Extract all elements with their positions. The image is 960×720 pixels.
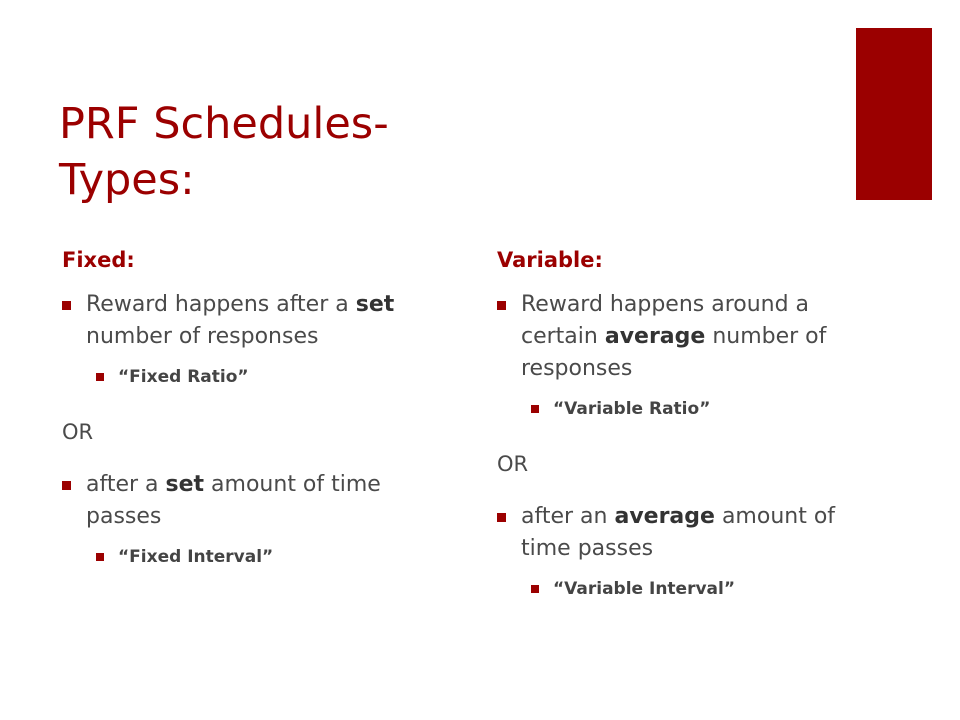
item-text-pre: after a — [86, 472, 166, 497]
item-text-bold: set — [355, 292, 395, 317]
fixed-heading: Fixed: — [62, 248, 135, 272]
fixed-ratio-item — [62, 289, 412, 353]
square-bullet-icon — [62, 301, 71, 310]
item-text-pre: after an — [521, 504, 615, 529]
slide-title — [59, 96, 579, 208]
item-text-pre: Reward happens after a — [86, 292, 356, 317]
fixed-interval-subitem — [62, 545, 412, 569]
fixed-interval-item — [62, 469, 412, 533]
item-text-pre: Reward happens around a certain — [521, 292, 810, 349]
item-text-post: amount of time passes — [521, 504, 836, 561]
subitem-text: “Variable Interval” — [553, 579, 736, 599]
square-bullet-icon — [531, 405, 539, 413]
item-text-post: number of responses — [86, 324, 319, 349]
variable-ratio-item — [497, 289, 847, 385]
subitem-text: “Fixed Interval” — [118, 547, 274, 567]
variable-column — [497, 245, 847, 601]
variable-ratio-subitem — [497, 397, 847, 421]
square-bullet-icon — [96, 553, 104, 561]
or-separator: OR — [62, 420, 94, 444]
fixed-ratio-subitem — [62, 365, 412, 389]
fixed-column — [62, 245, 412, 569]
item-text-bold: average — [614, 504, 715, 529]
variable-interval-subitem — [497, 577, 847, 601]
item-text-post: amount of time passes — [86, 472, 381, 529]
square-bullet-icon — [497, 301, 506, 310]
or-separator: OR — [497, 452, 529, 476]
item-text-post: number of responses — [521, 324, 827, 381]
variable-heading: Variable: — [497, 248, 603, 272]
item-text-bold: average — [604, 324, 706, 349]
item-text-bold: set — [165, 472, 205, 497]
subitem-text: “Fixed Ratio” — [118, 367, 249, 387]
square-bullet-icon — [62, 481, 71, 490]
title-line-2: Types: — [59, 155, 195, 205]
square-bullet-icon — [96, 373, 104, 381]
title-line-1: PRF Schedules- — [59, 99, 389, 149]
square-bullet-icon — [497, 513, 506, 522]
accent-bar — [856, 28, 932, 200]
square-bullet-icon — [531, 585, 539, 593]
variable-interval-item — [497, 501, 847, 565]
subitem-text: “Variable Ratio” — [553, 399, 711, 419]
